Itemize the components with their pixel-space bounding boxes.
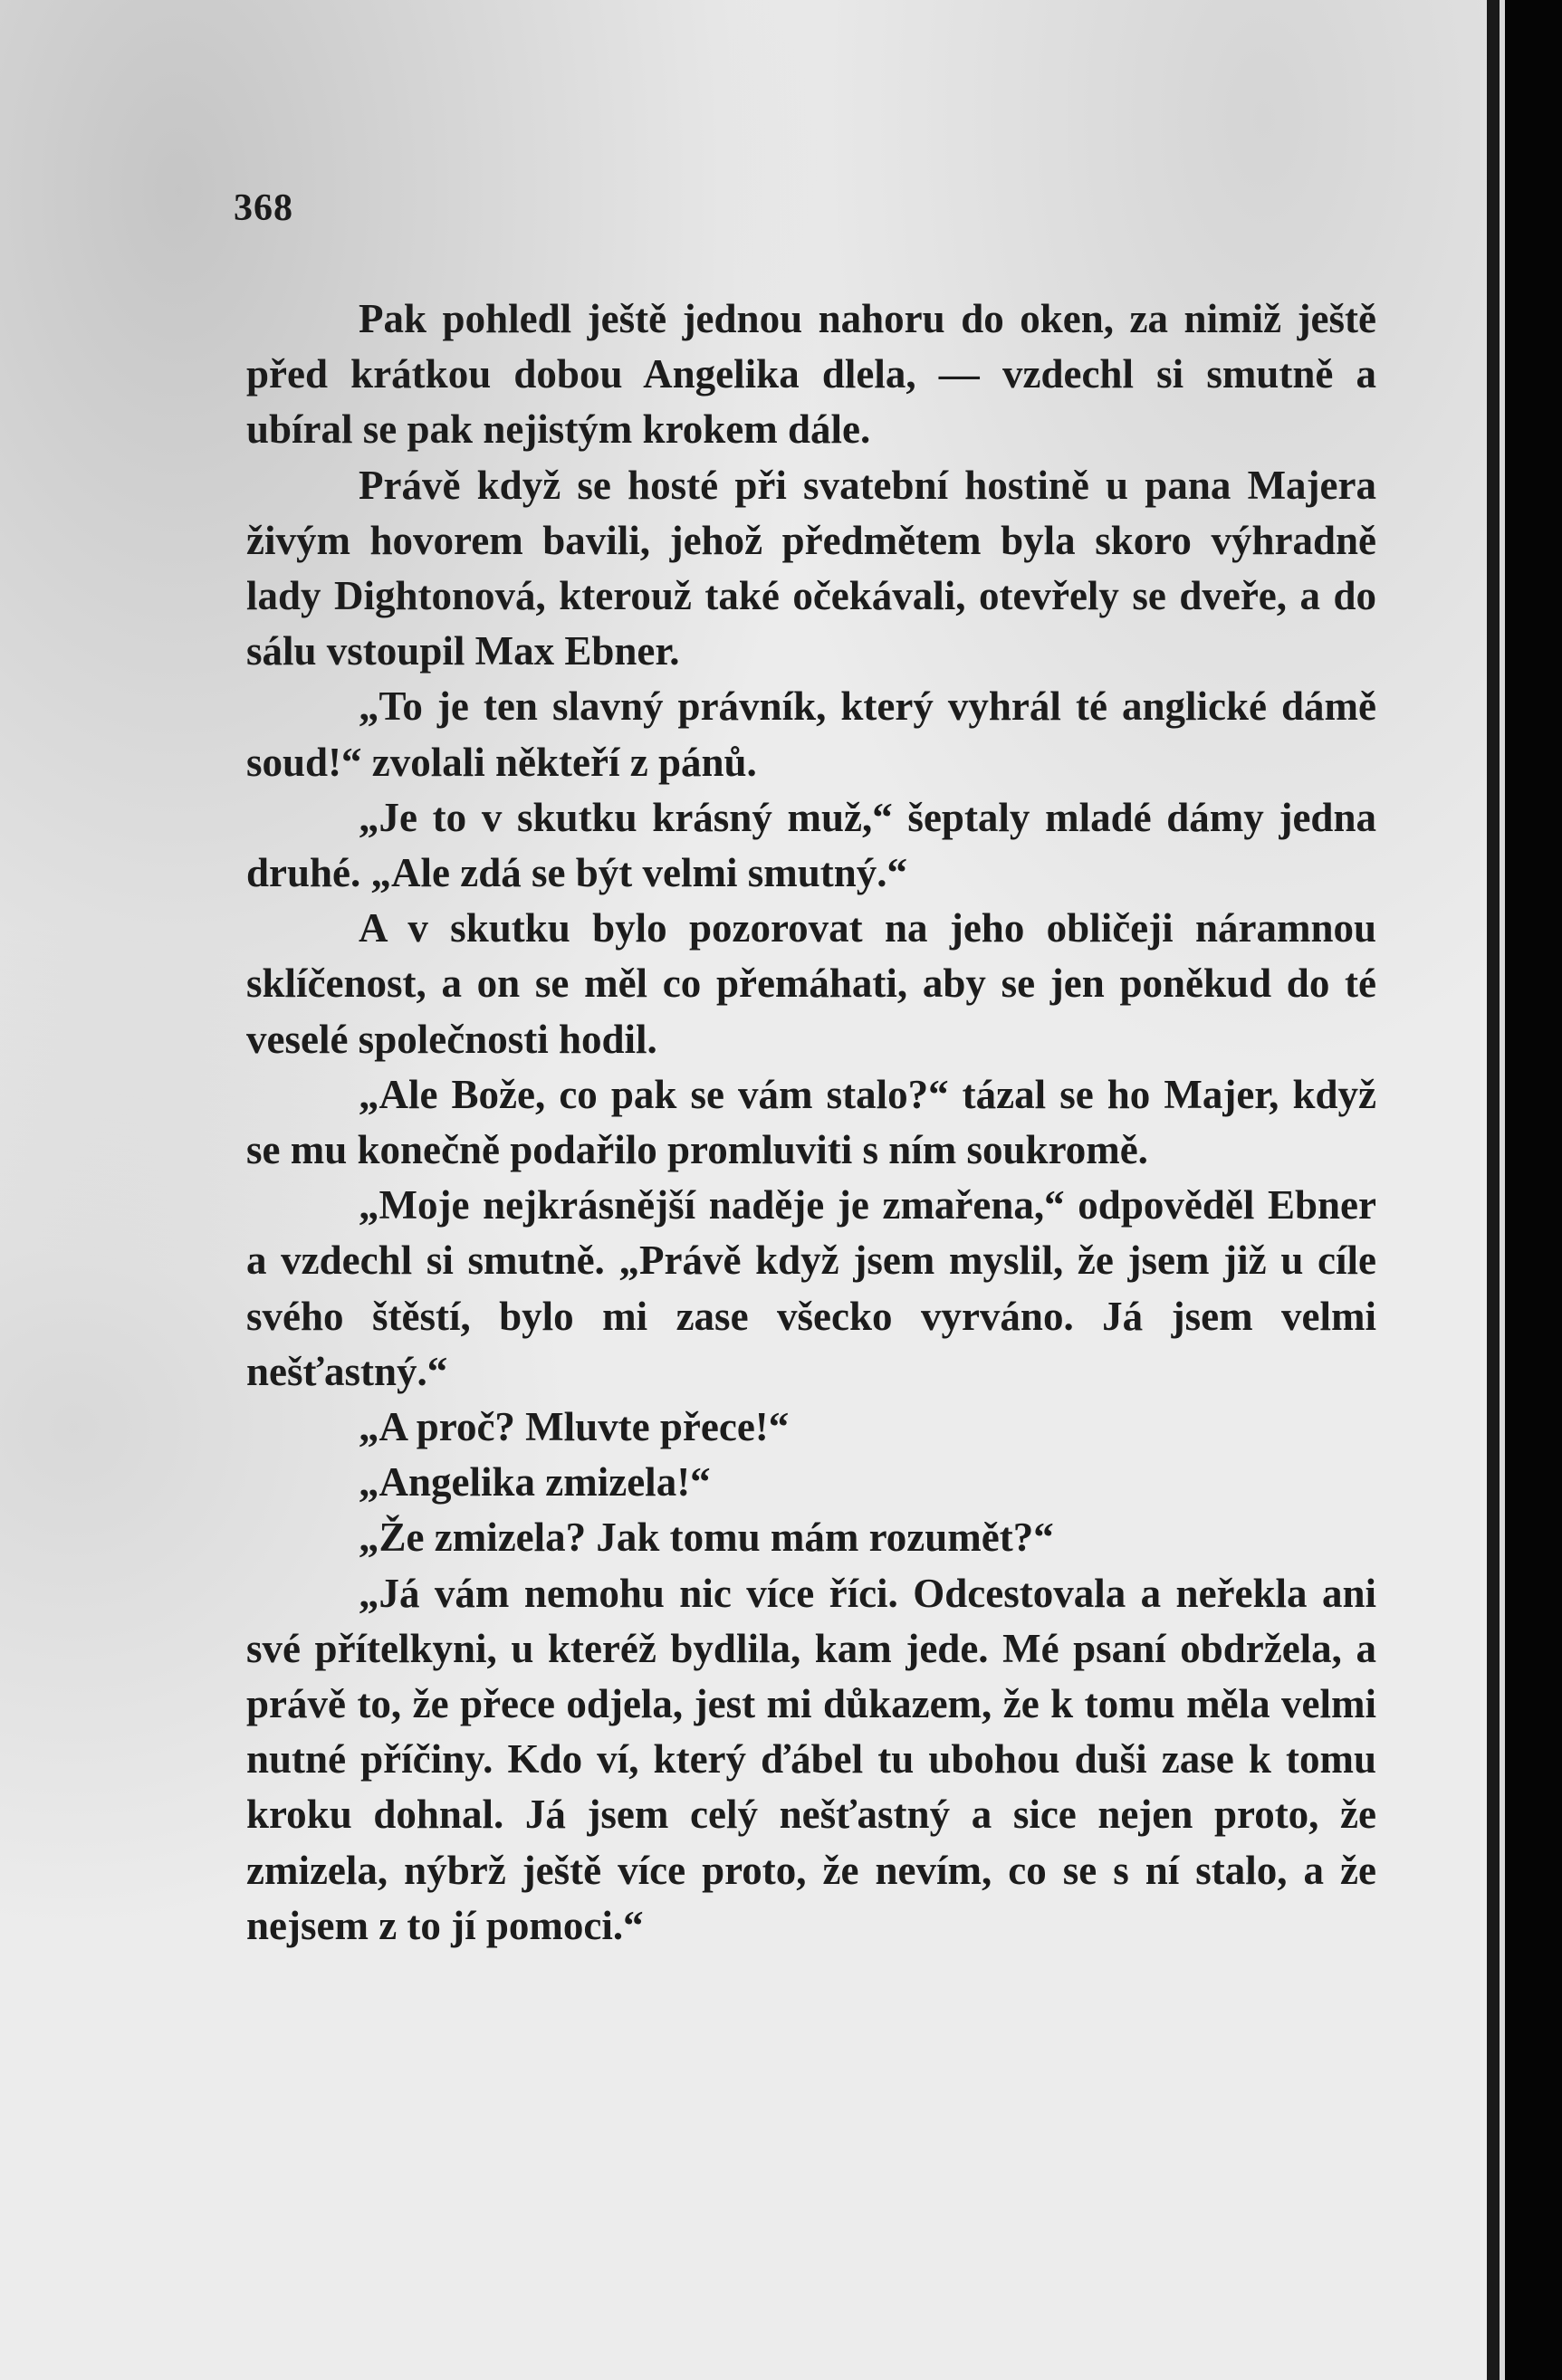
paragraph: „Angelika zmizela!“ <box>359 1459 711 1505</box>
paragraph: „Ale Bože, co pak se vám stalo?“ tázal se ho Majer, když se mu konečně podařilo promluviti s ním soukromě. <box>246 1071 1376 1173</box>
paragraph: „To je ten slavný právník, který vyhrál té anglické dámě soud!“ zvolali někteří z pánů. <box>246 683 1376 785</box>
page-number: 368 <box>234 187 293 229</box>
paragraph: Právě když se hosté při svatební hostině u pana Majera živým hovorem bavili, jehož předmětem byla skoro výhradně lady Dightonová, kterouž také očekávali, otevřely se dveře, a do sálu vstoupil Max Ebner. <box>246 462 1376 674</box>
paragraph: „Je to v skutku krásný muž,“ šeptaly mladé dámy jedna druhé. „Ale zdá se být velmi smutný.“ <box>246 794 1376 896</box>
paragraph: „Že zmizela? Jak tomu mám rozumět?“ <box>359 1515 1054 1561</box>
paragraph: „Já vám nemohu nic více říci. Odcestovala a neřekla ani své přítelkyni, u kteréž bydlila, kam jede. Mé psaní obdržela, a právě to, že přece odjela, jest mi důkazem, že k tomu měla velmi nutné příčiny. Kdo ví, který ďábel tu ubohou duši zase k tomu kroku dohnal. Já jsem celý nešťastný a sice nejen proto, že zmizela, nýbrž ještě více proto, že nevím, co se s ní stalo, a že nejsem z to jí pomoci.“ <box>246 1570 1376 1948</box>
paragraph: A v skutku bylo pozorovat na jeho obličeji náramnou sklíčenost, a on se měl co přemáhati, aby se jen poněkud do té veselé společnosti hodil. <box>246 905 1376 1062</box>
book-gutter-shadow <box>1487 0 1500 2380</box>
paragraph: „A proč? Mluvte přece!“ <box>359 1404 790 1450</box>
page-body-text <box>246 292 1376 1954</box>
paragraph: „Moje nejkrásnější naděje je zmařena,“ odpověděl Ebner a vzdechl si smutně. „Právě když jsem myslil, že jsem již u cíle svého štěstí, bylo mi zase všecko vyrváno. Já jsem velmi nešťastný.“ <box>246 1182 1376 1394</box>
paragraph: Pak pohledl ještě jednou nahoru do oken, za nimiž ještě před krátkou dobou Angelika dlela, — vzdechl si smutně a ubíral se pak nejistým krokem dále. <box>246 296 1376 453</box>
scan-border <box>1505 0 1562 2380</box>
